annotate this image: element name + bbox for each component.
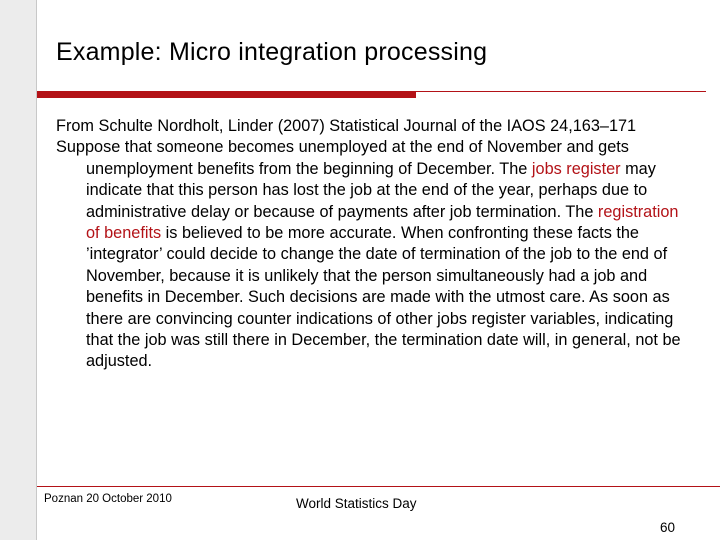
body-text-part-2: may indicate that this person has lost the job at the end of the year, perhaps due to administrative delay or because of payments after job termination. The	[86, 159, 656, 221]
left-sidebar-band	[0, 0, 36, 540]
slide-title: Example: Micro integration processing	[56, 38, 488, 66]
highlight-registration-of-benefits: registration of benefits	[86, 202, 679, 243]
slide-content	[56, 116, 692, 373]
footer-divider	[37, 486, 720, 487]
left-divider	[36, 0, 37, 540]
page-number: 60	[660, 520, 676, 535]
body-paragraph	[56, 137, 692, 372]
citation-paragraph: From Schulte Nordholt, Linder (2007) Statistical Journal of the IAOS 24,163–171	[56, 117, 637, 135]
title-underline-thin	[416, 91, 706, 92]
footer-date: Poznan 20 October 2010	[44, 493, 172, 505]
footer-event: World Statistics Day	[296, 496, 417, 511]
highlight-jobs-register: jobs register	[531, 159, 621, 178]
body-text-part-3: is believed to be more accurate. When confronting these facts the ’integrator’ could decide to change the date of termination of the job to the end of November, because it is unlikely that the person simultaneously had a job and benefits in December. Such decisions are made with the utmost care. As soon as there are convincing counter indications of other jobs register variables, indicating that the job was still there in December, the termination date will, in general, not be adjusted.	[86, 224, 681, 371]
body-text-part-1: Suppose that someone becomes unemployed at the end of November and gets unemployment benefits from the beginning of December. The	[56, 138, 629, 178]
title-underline-accent	[37, 91, 416, 98]
